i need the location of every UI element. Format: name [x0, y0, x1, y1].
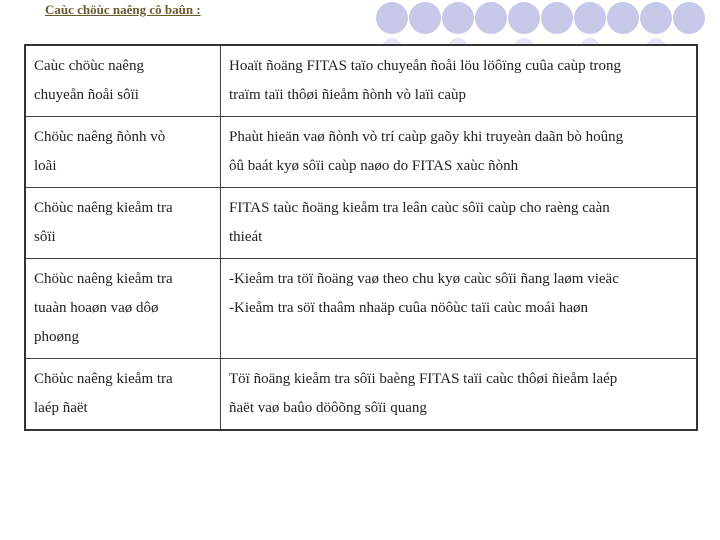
function-text: loãi — [34, 158, 57, 174]
circle-decoration — [574, 2, 606, 34]
description-text: -Kieåm tra söï thaâm nhaäp cuûa nöôùc taïi caùc moái haøn — [229, 300, 589, 316]
description-text: -Kieåm tra töï ñoäng vaø theo chu kyø caùc sôïi ñang laøm vieäc — [229, 271, 619, 287]
function-cell — [25, 359, 221, 431]
circle-decoration — [673, 2, 705, 34]
function-text: sôïi — [34, 229, 56, 245]
description-cell — [221, 117, 698, 188]
function-text: phoøng — [34, 329, 79, 345]
description-cell — [221, 259, 698, 359]
function-text: chuyeån ñoåi sôïi — [34, 87, 139, 103]
function-text: Chöùc naêng kieåm tra — [34, 371, 173, 387]
function-text: Caùc chöùc naêng — [34, 58, 144, 74]
title: Caùc chöùc naêng cô baûn : — [45, 2, 201, 17]
description-text: Hoaït ñoäng FITAS taïo chuyeån ñoåi löu löôïng cuûa caùp trong — [229, 58, 622, 74]
circle-decoration — [607, 2, 639, 34]
function-text: Chöùc naêng kieåm tra — [34, 271, 173, 287]
description-cell — [221, 188, 698, 259]
description-cell — [221, 359, 698, 431]
function-text: laép ñaët — [34, 400, 88, 416]
description-text: thieát — [229, 229, 263, 245]
table-row — [25, 359, 697, 431]
table-row — [25, 259, 697, 359]
function-text: tuaàn hoaøn vaø dôø — [34, 300, 159, 316]
circle-decoration — [409, 2, 441, 34]
table-row — [25, 117, 697, 188]
function-cell — [25, 188, 221, 259]
description-text: Phaùt hieän vaø ñònh vò trí caùp gaõy khi truyeàn daãn bò hoûng — [229, 129, 624, 145]
function-cell — [25, 117, 221, 188]
function-cell — [25, 259, 221, 359]
description-text: ñaët vaø baûo döôõng sôïi quang — [229, 400, 427, 416]
circle-decoration — [640, 2, 672, 34]
function-table — [24, 44, 698, 431]
function-text: Chöùc naêng kieåm tra — [34, 200, 173, 216]
circle-decoration — [475, 2, 507, 34]
circle-decoration — [541, 2, 573, 34]
circle-decoration — [376, 2, 408, 34]
description-text: ôû baát kyø sôïi caùp naøo do FITAS xaùc ñònh — [229, 158, 519, 174]
description-text: Töï ñoäng kieåm tra sôïi baèng FITAS taïi caùc thôøi ñieåm laép — [229, 371, 618, 387]
function-text: Chöùc naêng ñònh vò — [34, 129, 166, 145]
description-text: traïm taïi thôøi ñieåm ñònh vò laïi caùp — [229, 87, 467, 103]
description-text: FITAS taùc ñoäng kieåm tra leân caùc sôïi caùp cho raèng caàn — [229, 200, 610, 216]
description-cell — [221, 45, 698, 117]
table-row — [25, 45, 697, 117]
circle-decoration — [442, 2, 474, 34]
circle-decoration — [508, 2, 540, 34]
function-cell — [25, 45, 221, 117]
table-row — [25, 188, 697, 259]
